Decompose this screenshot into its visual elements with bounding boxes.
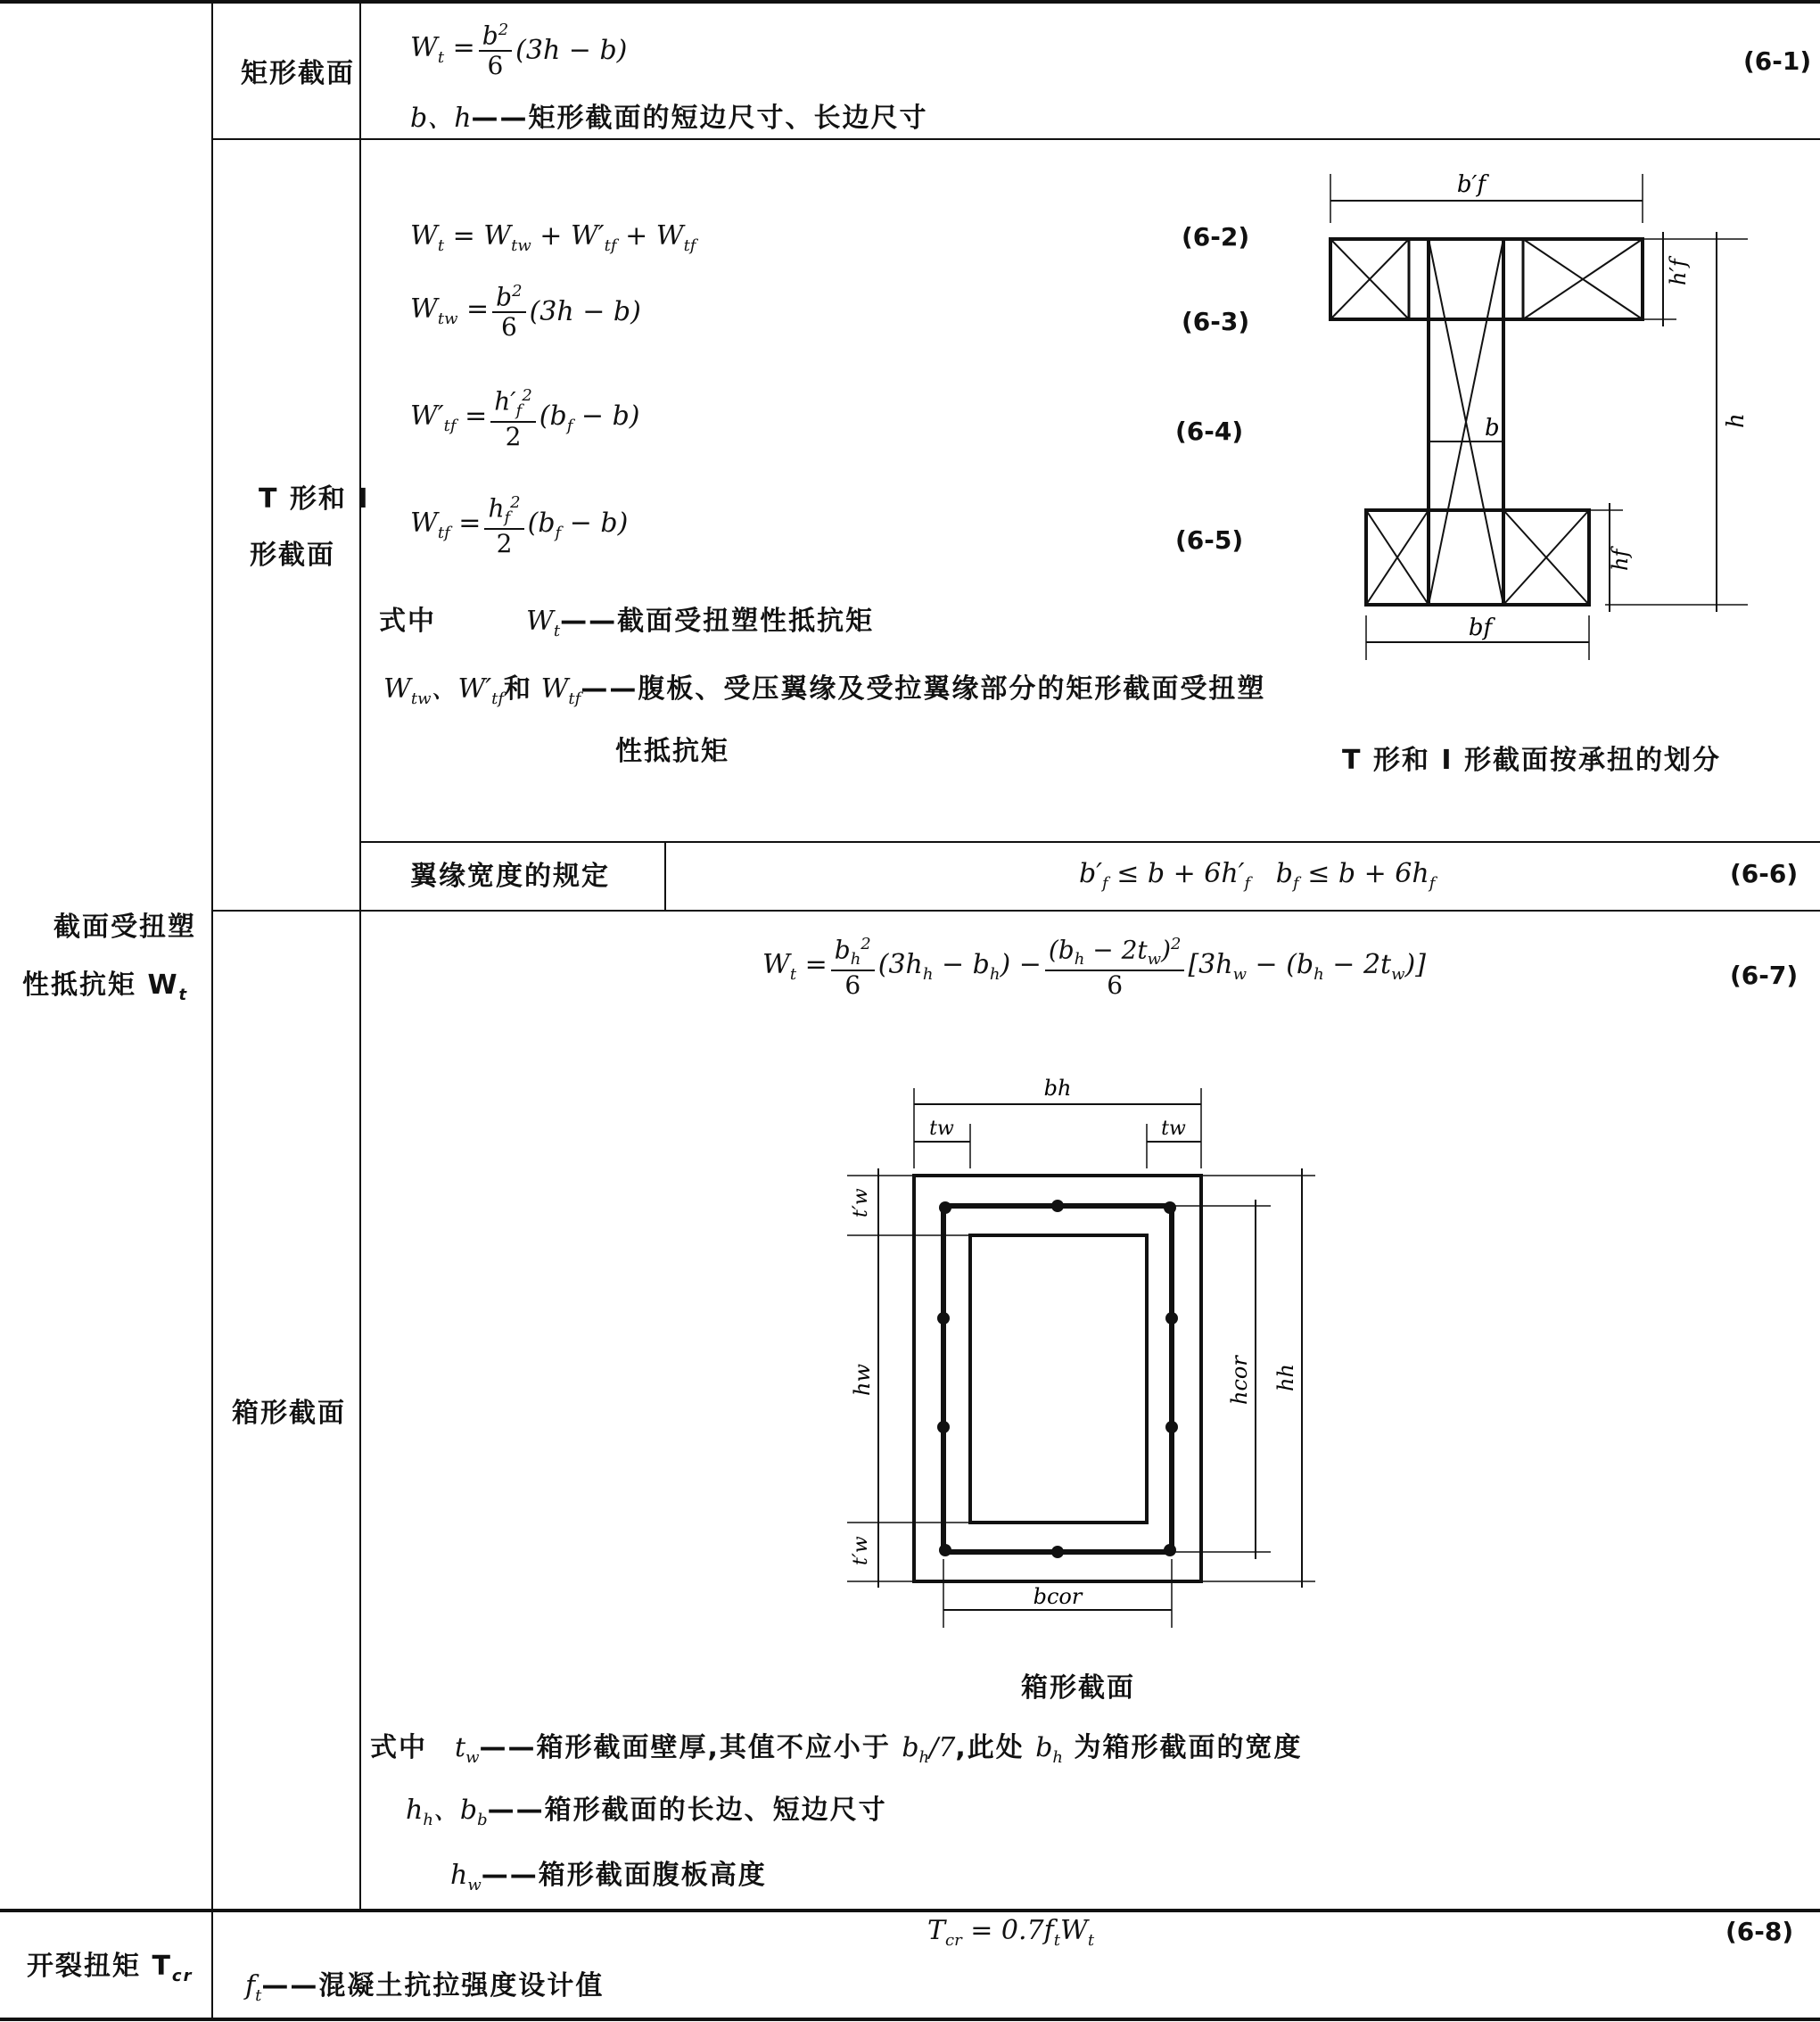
t-label-h: h	[1723, 413, 1750, 428]
tsection-wt-desc: $W_t——$截面受扭塑性抵抗矩	[526, 606, 875, 640]
t-section-figure	[1311, 161, 1775, 678]
box-tw-desc: $t_w——$箱形截面壁厚,其值不应小于 $b_h/7$,此处 $b_h$ 为箱形截面的宽度	[455, 1732, 1303, 1767]
box-label-tw-bottom: t′w	[850, 1536, 872, 1565]
tsection-label-1: T 形和 I	[259, 483, 370, 515]
eq-no-6-6: (6-6)	[1730, 859, 1799, 888]
eq-6-8: $T_{cr} = 0.7f_tW_t$	[927, 1915, 1095, 1950]
eq-no-6-2: (6-2)	[1182, 222, 1250, 252]
t-label-bf: bf	[1468, 615, 1493, 641]
tsection-parts-desc: $W_{tw}$、$W'_{tf}$和 $W_{tf}——$腹板、受压翼缘及受拉翼缘部分的矩形截面受扭塑	[383, 673, 1266, 708]
eq-no-6-7: (6-7)	[1730, 961, 1799, 990]
box-shizhong: 式中	[370, 1732, 427, 1763]
box-label-bh: bh	[1043, 1076, 1072, 1101]
box-label-tw-right: tw	[1161, 1118, 1186, 1140]
crack-ft-desc: $f_t——$混凝土抗拉强度设计值	[245, 1970, 605, 2005]
box-figure-caption: 箱形截面	[1021, 1672, 1135, 1704]
eq-6-3: $W_{tw}$ = $\frac{b^2}{6}$ (3h − b)	[410, 282, 641, 343]
t-label-bf-top: b′f	[1456, 171, 1486, 198]
eq-no-6-3: (6-3)	[1182, 307, 1250, 336]
eq-6-4: $W'_{tf}$ = $\frac{h'_f^2}{2}$ $(b_f - b)$	[410, 386, 640, 451]
row-header-crack: 开裂扭矩 $T_{cr}$	[27, 1951, 194, 1985]
rect-label: 矩形截面	[241, 58, 355, 89]
t-label-hf-top: h′f	[1666, 259, 1691, 285]
eq-no-6-4: (6-4)	[1175, 417, 1244, 446]
row-header-torsion-line1: 截面受扭塑	[54, 912, 196, 943]
eq-6-7: $W_t$ = $\frac{b_h^2}{6}$ $(3h_h - b_h)$ − $\frac{(b_h - 2t_w)^2}{6}$ $[3h_w - (b_h - 2t_w)]$	[762, 935, 1426, 1000]
eq-no-6-8: (6-8)	[1725, 1917, 1794, 1946]
eq-no-6-5: (6-5)	[1175, 525, 1244, 555]
box-hb-desc: $h_h$、$b_b——$箱形截面的长边、短边尺寸	[406, 1795, 887, 1829]
t-label-hf: hf	[1608, 549, 1633, 571]
tsection-parts-desc2: 性抵抗矩	[615, 736, 729, 767]
eq-no-6-1: (6-1)	[1743, 46, 1812, 76]
eq-6-5: $W_{tf}$ = $\frac{h_f^2}{2}$ $(b_f - b)$	[410, 493, 629, 558]
row-header-torsion-line2: 性抵抗矩 $W_t$	[22, 970, 189, 1004]
box-label-hcor: hcor	[1227, 1356, 1252, 1405]
box-label-tw-top: t′w	[850, 1188, 872, 1217]
eq-6-1: $W_t$ = $\frac{b^2}{6}$ (3h − b)	[410, 21, 628, 81]
box-label-hh: hh	[1273, 1364, 1298, 1391]
t-label-b: b	[1485, 415, 1500, 442]
eq-6-6: $b'_f \le b + 6h'_f$ $b_f \le b + 6h_f$	[1079, 858, 1436, 893]
flange-rule-label: 翼缘宽度的规定	[410, 861, 610, 892]
eq-6-2: $W_t = W_{tw} + W'_{tf} + W_{tf}$	[410, 220, 696, 255]
box-label-hw: hw	[850, 1364, 875, 1396]
t-figure-caption: T 形和 I 形截面按承扭的划分	[1342, 745, 1721, 776]
box-label: 箱形截面	[232, 1398, 346, 1429]
box-hw-desc: $h_w——$箱形截面腹板高度	[450, 1860, 767, 1894]
box-label-bcor: bcor	[1033, 1584, 1083, 1609]
box-label-tw-left: tw	[929, 1118, 954, 1140]
box-section-figure	[820, 1070, 1355, 1641]
tsection-label-2: 形截面	[250, 540, 335, 571]
tsection-shizhong: 式中	[379, 606, 436, 637]
rect-desc: b、h——矩形截面的短边尺寸、长边尺寸	[410, 103, 928, 134]
